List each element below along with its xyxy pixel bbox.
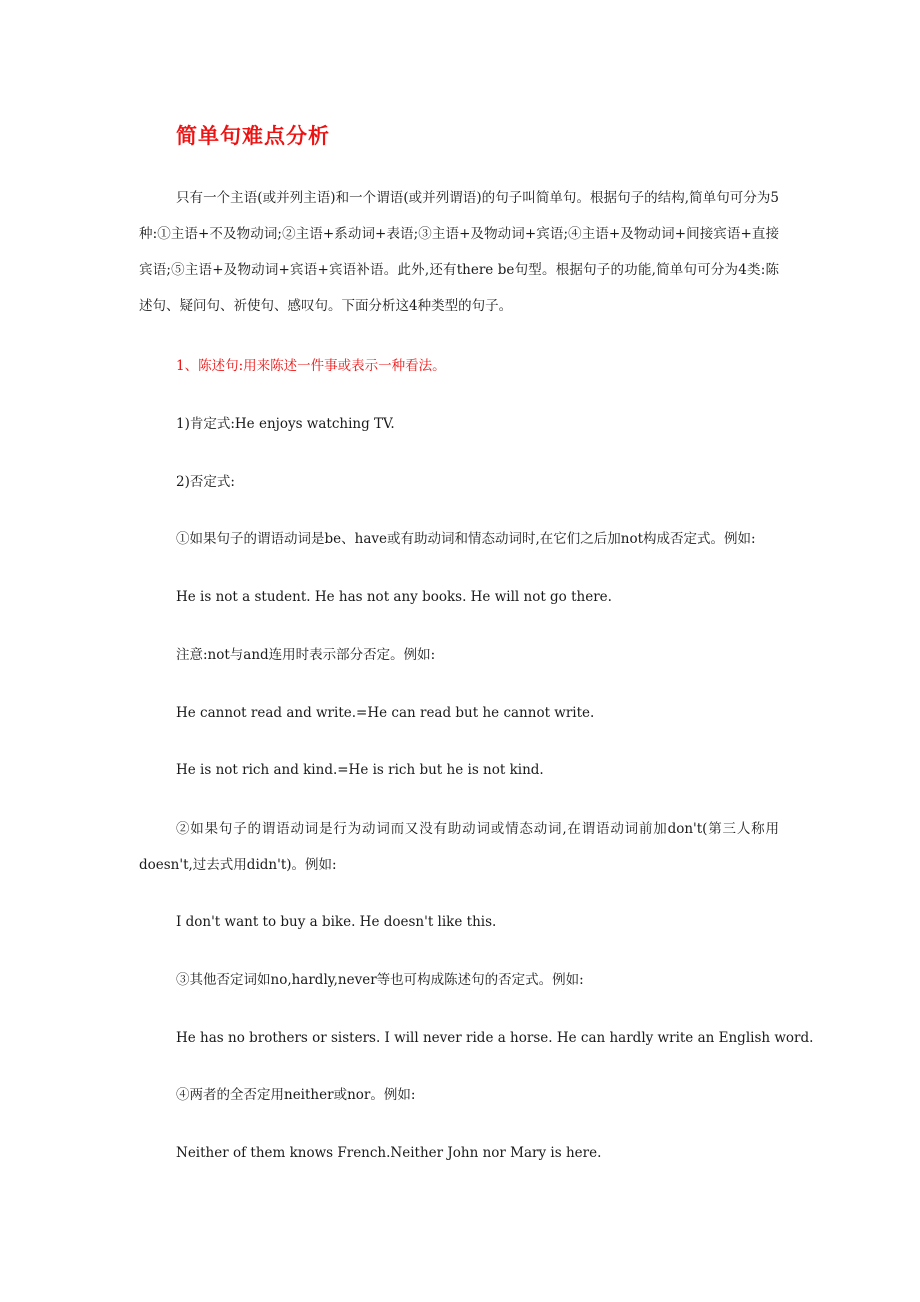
note-example-1: He cannot read and write.=He can read but he cannot write. (176, 705, 595, 721)
intro-paragraph: 只有一个主语(或并列主语)和一个谓语(或并列谓语)的句子叫简单句。根据句子的结构,简单句可分为5种:①主语+不及物动词;②主语+系动词+表语;③主语+及物动词+宾语;④主语+及物动词+间接宾语+直接宾语;⑤主语+及物动词+宾语+宾语补语。此外,还有there be句型。根据句子的功能,简单句可分为4类:陈述句、疑问句、祈使句、感叹句。下面分析这4种类型的句子。 (139, 190, 779, 314)
rule-4-example: Neither of them knows French.Neither John nor Mary is here. (176, 1145, 602, 1161)
page-title: 简单句难点分析 (176, 123, 330, 148)
section-heading-declarative: 1、陈述句:用来陈述一件事或表示一种看法。 (176, 358, 446, 374)
rule-3: ③其他否定词如no,hardly,never等也可构成陈述句的否定式。例如: (176, 972, 584, 988)
rule-3-example: He has no brothers or sisters. I will never ride a horse. He can hardly write an English word. (176, 1030, 814, 1046)
note: 注意:not与and连用时表示部分否定。例如: (176, 647, 436, 663)
rule-1-example: He is not a student. He has not any books. He will not go there. (176, 589, 612, 605)
rule-4: ④两者的全否定用neither或nor。例如: (176, 1087, 416, 1103)
note-example-2: He is not rich and kind.=He is rich but he is not kind. (176, 762, 544, 778)
negative-form-heading: 2)否定式: (176, 474, 235, 490)
rule-2-example: I don't want to buy a bike. He doesn't like this. (176, 914, 497, 930)
affirmative-form: 1)肯定式:He enjoys watching TV. (176, 416, 395, 432)
rule-1: ①如果句子的谓语动词是be、have或有助动词和情态动词时,在它们之后加not构成否定式。例如: (176, 531, 756, 547)
rule-2: ②如果句子的谓语动词是行为动词而又没有助动词或情态动词,在谓语动词前加don't(第三人称用doesn't,过去式用didn't)。例如: (139, 821, 779, 873)
